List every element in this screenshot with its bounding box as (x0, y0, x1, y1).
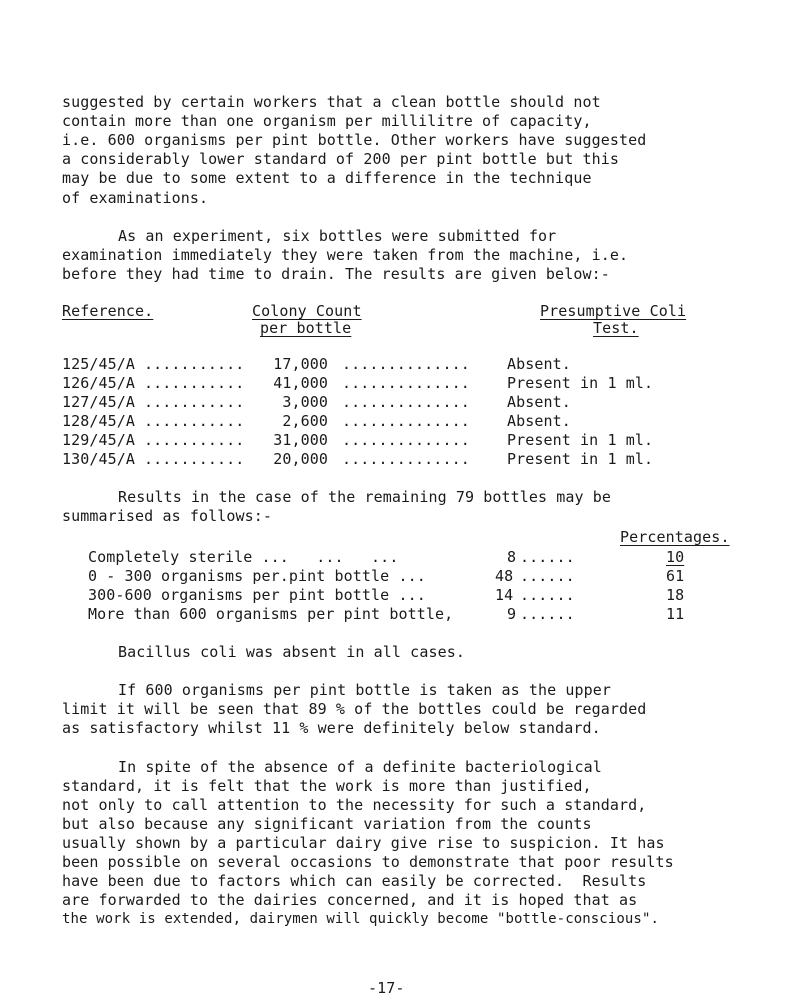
header-presumptive-coli: Presumptive Coli (540, 302, 687, 321)
text-line: been possible on several occasions to demonstrate that poor results (62, 853, 674, 872)
row-count: 20,000 (273, 450, 328, 469)
row-label: 300-600 organisms per pint bottle ... (88, 585, 445, 604)
row-result: Present in 1 ml. (507, 373, 654, 392)
text-line: are forwarded to the dairies concerned, and it is hoped that as (62, 891, 638, 910)
paragraph-bacillus: Bacillus coli was absent in all cases. (118, 643, 465, 662)
header-percentages: Percentages. (620, 528, 730, 547)
row-count: 2,600 (282, 411, 328, 430)
text-line: contain more than one organism per millilitre of capacity, (62, 112, 592, 131)
text-line: a considerably lower standard of 200 per pint bottle but this (62, 150, 619, 169)
row-percentage: 18 (666, 585, 685, 604)
leader-dots: ...... (520, 547, 575, 566)
text-line: Results in the case of the remaining 79 bottles may be (118, 488, 612, 507)
leader-dots: .............. (342, 392, 470, 411)
row-label: Completely sterile ... ... ... (88, 547, 426, 566)
text-line: examination immediately they were taken from the machine, i.e. (62, 245, 629, 264)
text-line: summarised as follows:- (62, 507, 273, 526)
row-count: 9 (507, 604, 517, 623)
row-reference: 126/45/A (62, 373, 136, 392)
leader-dots: ........... (144, 450, 245, 469)
header-reference: Reference. (62, 302, 154, 321)
header-coli-test: Test. (593, 319, 639, 338)
header-colony-count: Colony Count (252, 302, 362, 321)
leader-dots: ...... (520, 585, 575, 604)
leader-dots: ........... (144, 392, 245, 411)
leader-dots: .............. (342, 354, 470, 373)
row-reference: 128/45/A (62, 411, 136, 430)
text-line: standard, it is felt that the work is more than justified, (62, 776, 592, 795)
leader-dots: ...... (520, 566, 575, 585)
row-label: 0 - 300 organisms per.pint bottle ... (88, 566, 445, 585)
row-reference: 125/45/A (62, 354, 136, 373)
row-percentage: 61 (666, 566, 685, 585)
row-count: 31,000 (273, 431, 328, 450)
leader-dots: ........... (144, 354, 245, 373)
leader-dots: ...... (520, 604, 575, 623)
row-count: 17,000 (273, 354, 328, 373)
text-line: may be due to some extent to a difference in the technique (62, 169, 592, 188)
row-count: 3,000 (282, 392, 328, 411)
row-count: 14 (495, 585, 514, 604)
text-line: not only to call attention to the necessity for such a standard, (62, 795, 647, 814)
leader-dots: .............. (342, 411, 470, 430)
text-line: before they had time to drain. The results are given below:- (62, 264, 610, 283)
leader-dots: .............. (342, 450, 470, 469)
row-result: Absent. (507, 392, 571, 411)
text-line: As an experiment, six bottles were submitted for (118, 226, 557, 245)
row-reference: 127/45/A (62, 392, 136, 411)
row-reference: 130/45/A (62, 450, 136, 469)
text-line: usually shown by a particular dairy give rise to suspicion. It has (62, 834, 665, 853)
row-count: 41,000 (273, 373, 328, 392)
text-line: but also because any significant variation from the counts (62, 814, 592, 833)
text-line: the work is extended, dairymen will quickly become "bottle-conscious". (62, 911, 660, 928)
header-colony-count-sub: per bottle (260, 319, 352, 338)
page-number: -17- (368, 979, 405, 997)
text-line: of examinations. (62, 188, 209, 207)
leader-dots: ........... (144, 411, 245, 430)
row-result: Absent. (507, 411, 571, 430)
text-line: In spite of the absence of a definite bacteriological (118, 757, 602, 776)
leader-dots: ........... (144, 373, 245, 392)
leader-dots: .............. (342, 373, 470, 392)
text-line: suggested by certain workers that a clean bottle should not (62, 93, 601, 111)
row-label: More than 600 organisms per pint bottle, (88, 604, 454, 623)
row-reference: 129/45/A (62, 431, 136, 450)
leader-dots: .............. (342, 431, 470, 450)
text-line: If 600 organisms per pint bottle is taken as the upper (118, 681, 612, 700)
row-count: 8 (507, 547, 517, 566)
row-percentage: 10 (666, 547, 685, 566)
text-line: limit it will be seen that 89 % of the bottles could be regarded (62, 700, 647, 719)
text-line: as satisfactory whilst 11 % were definitely below standard. (62, 719, 601, 738)
row-count: 48 (495, 566, 514, 585)
text-line: have been due to factors which can easily be corrected. Results (62, 872, 647, 891)
row-percentage: 11 (666, 604, 685, 623)
row-result: Present in 1 ml. (507, 450, 654, 469)
row-result: Absent. (507, 354, 571, 373)
row-result: Present in 1 ml. (507, 431, 654, 450)
leader-dots: ........... (144, 431, 245, 450)
text-line: i.e. 600 organisms per pint bottle. Other workers have suggested (62, 131, 647, 150)
